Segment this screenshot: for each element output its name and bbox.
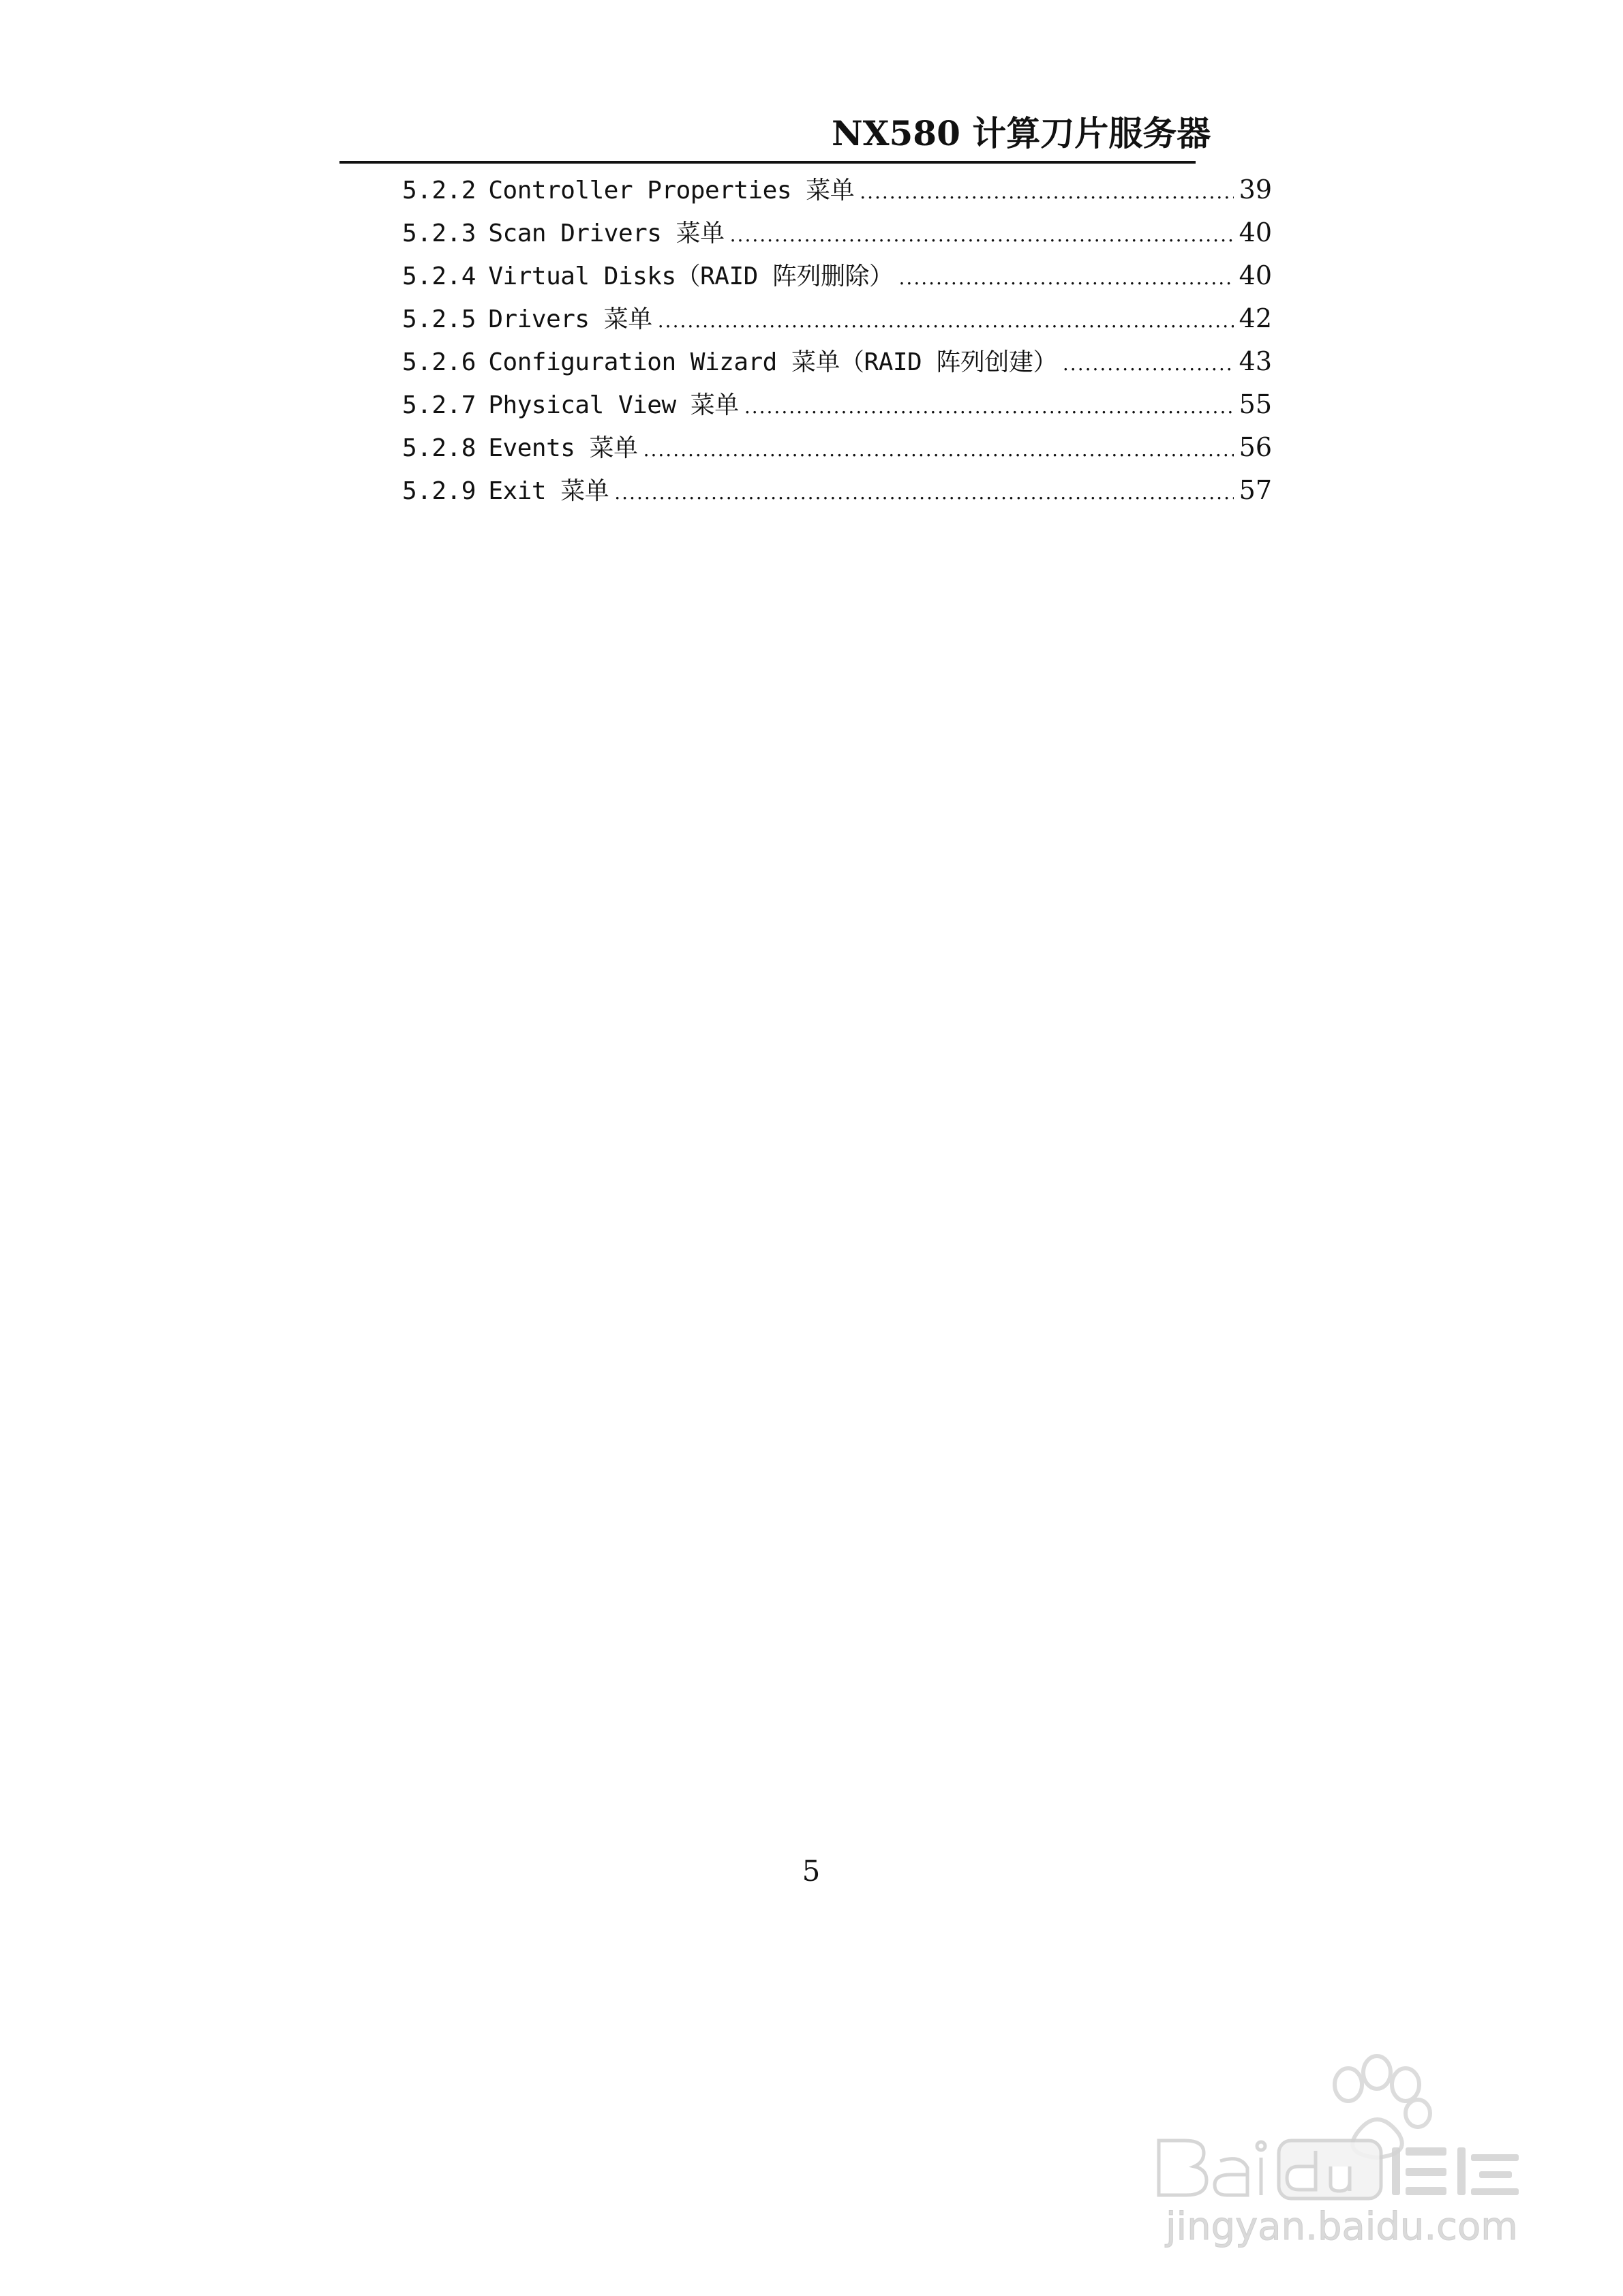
toc-leader-dots — [744, 385, 1234, 428]
toc-entry-number: 5.2.6 — [402, 348, 476, 376]
page-number: 5 — [802, 1854, 821, 1888]
toc-entry[interactable] — [402, 168, 1272, 211]
baidu-jingyan-watermark-logo — [1152, 2045, 1534, 2250]
toc-leader-dots — [643, 428, 1234, 471]
toc-entry-title: Events 菜单 — [488, 434, 638, 462]
toc-entry-title: Physical View 菜单 — [488, 391, 739, 419]
toc-entry-number: 5.2.8 — [402, 434, 476, 462]
toc-entry-number: 5.2.5 — [402, 305, 476, 333]
toc-entry-page: 43 — [1239, 346, 1272, 376]
toc-entry-number: 5.2.2 — [402, 177, 476, 205]
toc-leader-dots — [899, 256, 1234, 299]
header-rule — [339, 161, 1196, 164]
toc-entry[interactable] — [402, 426, 1272, 469]
running-header-title: NX580 计算刀片服务器 — [832, 113, 1211, 153]
toc-entry[interactable] — [402, 383, 1272, 426]
toc-entry-title: Virtual Disks（RAID 阵列删除） — [488, 262, 894, 290]
toc-entry-number: 5.2.7 — [402, 391, 476, 419]
table-of-contents — [402, 168, 1272, 512]
toc-leader-dots — [860, 170, 1233, 213]
toc-entry-page: 40 — [1239, 217, 1272, 247]
toc-leader-dots — [658, 299, 1234, 342]
toc-entry[interactable] — [402, 211, 1272, 254]
toc-entry[interactable] — [402, 469, 1272, 512]
toc-entry-page: 40 — [1239, 260, 1272, 290]
toc-leader-dots — [1063, 342, 1234, 385]
toc-entry-title: Drivers 菜单 — [488, 305, 652, 333]
toc-entry-title: Configuration Wizard 菜单（RAID 阵列创建） — [488, 348, 1057, 376]
toc-entry-page: 42 — [1239, 303, 1272, 333]
toc-entry-title: Exit 菜单 — [488, 477, 609, 505]
toc-entry-number: 5.2.9 — [402, 477, 476, 505]
toc-leader-dots — [730, 213, 1234, 256]
toc-entry-page: 55 — [1239, 389, 1272, 419]
toc-entry-title: Controller Properties 菜单 — [488, 177, 855, 205]
toc-entry[interactable] — [402, 254, 1272, 297]
toc-leader-dots — [614, 471, 1233, 514]
svg-text:jingyan.baidu.com: jingyan.baidu.com — [1166, 2205, 1518, 2249]
toc-entry-number: 5.2.4 — [402, 262, 476, 290]
toc-entry-title: Scan Drivers 菜单 — [488, 220, 725, 247]
toc-entry-page: 56 — [1239, 432, 1272, 462]
toc-entry[interactable] — [402, 340, 1272, 383]
toc-entry-number: 5.2.3 — [402, 220, 476, 247]
toc-entry-page: 57 — [1239, 475, 1272, 505]
toc-entry[interactable] — [402, 297, 1272, 340]
toc-entry-page: 39 — [1239, 175, 1272, 205]
